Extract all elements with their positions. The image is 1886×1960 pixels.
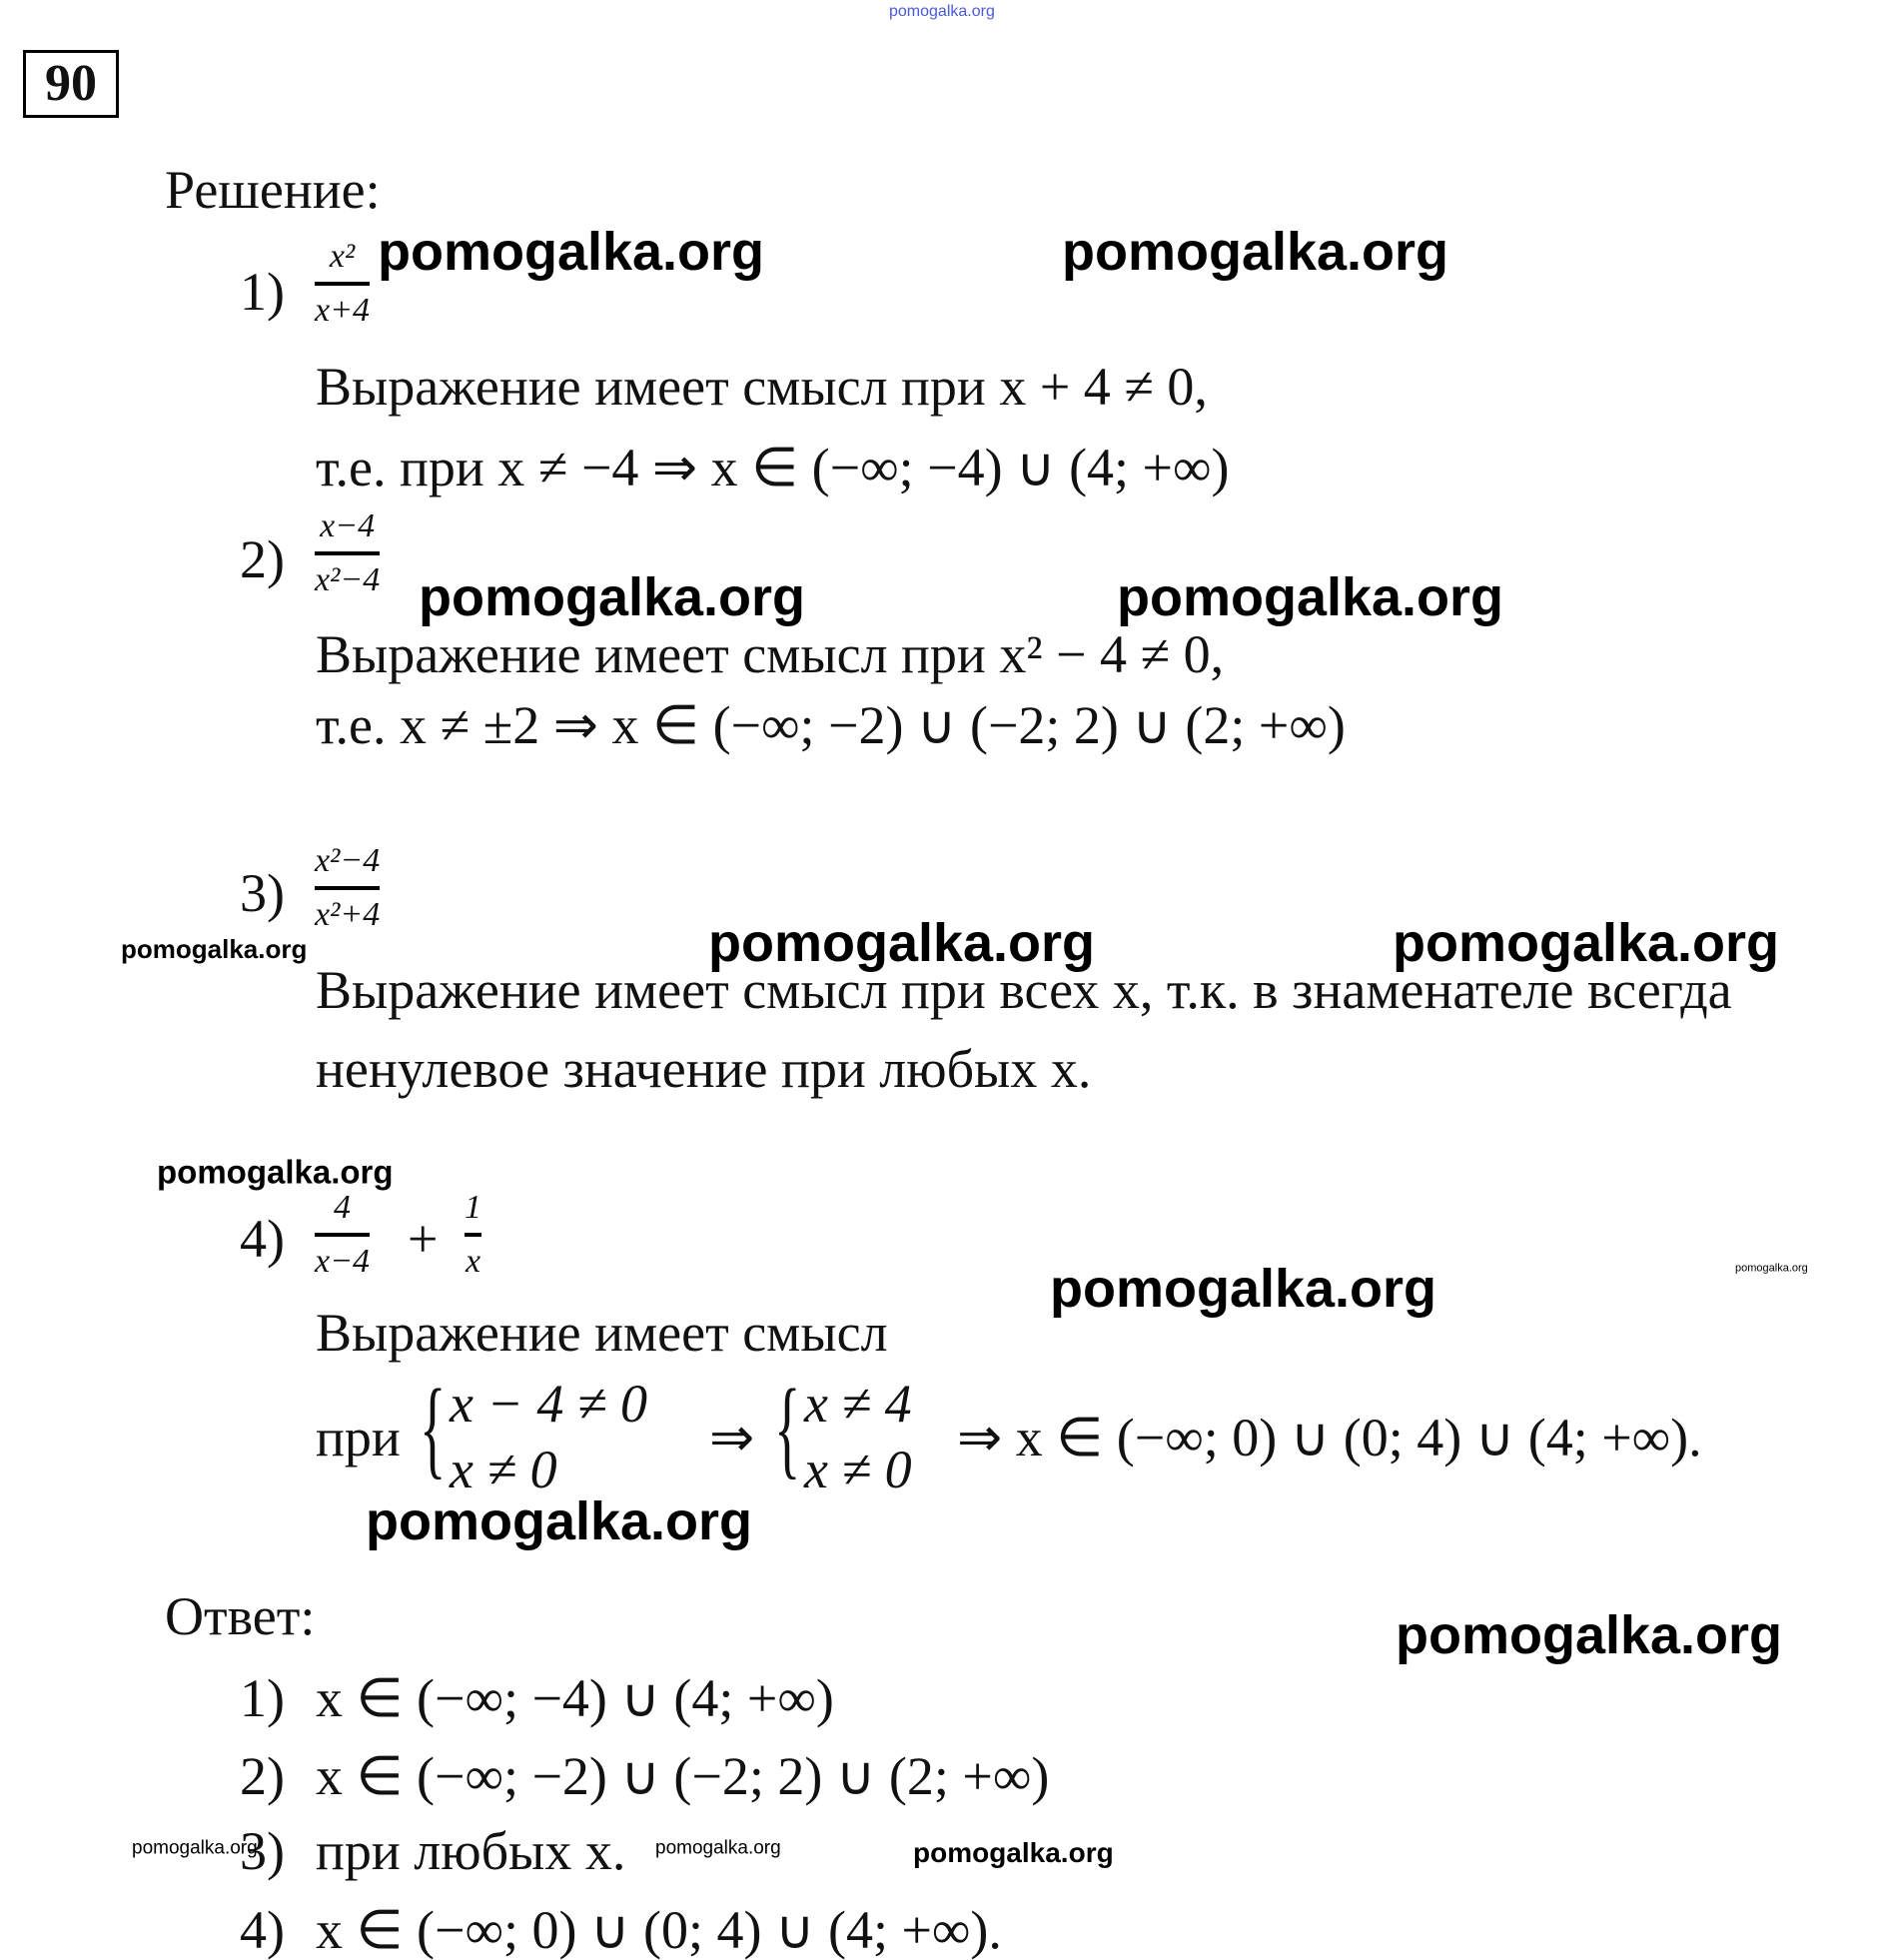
system-result: ⇒ x ∈ (−∞; 0) ∪ (0; 4) ∪ (4; +∞). [957, 1408, 1702, 1468]
item-3-line-2: ненулевое значение при любых x. [316, 1039, 1092, 1099]
numerator: x²−4 [315, 842, 381, 879]
numerator: x² [329, 238, 356, 275]
watermark: pomogalka.org [1117, 567, 1504, 627]
watermark: pomogalka.org [378, 222, 765, 282]
watermark: pomogalka.org [121, 934, 308, 964]
watermark: pomogalka.org [1396, 1605, 1783, 1665]
watermark: pomogalka.org [366, 1491, 753, 1551]
answer-2: x ∈ (−∞; −2) ∪ (−2; 2) ∪ (2; +∞) [316, 1746, 1050, 1806]
watermark: pomogalka.org [1735, 1262, 1808, 1275]
system-prefix: при [316, 1408, 401, 1468]
item-1-line-2: т.е. при x ≠ −4 ⇒ x ∈ (−∞; −4) ∪ (4; +∞) [316, 438, 1230, 497]
denominator: x²+4 [315, 896, 381, 933]
item-3-fraction [315, 844, 380, 932]
watermark: pomogalka.org [1393, 913, 1780, 973]
denominator: x−4 [315, 1243, 371, 1280]
plus-sign: + [408, 1209, 439, 1269]
answer-3-number: 3) [240, 1821, 285, 1881]
watermark-top: pomogalka.org [889, 3, 995, 20]
item-3-line-1: Выражение имеет смысл при всех x, т.к. в знаменателе всегда [316, 960, 1732, 1020]
system-1-row-2: x ≠ 0 [450, 1440, 557, 1499]
item-4-number: 4) [240, 1209, 285, 1269]
item-2-number: 2) [240, 529, 285, 589]
item-2-fraction [315, 509, 380, 597]
item-2-line-2: т.е. x ≠ ±2 ⇒ x ∈ (−∞; −2) ∪ (−2; 2) ∪ (2; +∞) [316, 695, 1346, 755]
watermark: pomogalka.org [913, 1837, 1114, 1868]
answer-label: Ответ: [165, 1586, 316, 1646]
system-1-row-1: x − 4 ≠ 0 [450, 1374, 648, 1434]
brace-icon: { [774, 1367, 801, 1488]
answer-1: x ∈ (−∞; −4) ∪ (4; +∞) [316, 1668, 834, 1728]
watermark: pomogalka.org [655, 1837, 781, 1859]
watermark: pomogalka.org [1062, 222, 1449, 282]
answer-3: при любых x. [316, 1821, 626, 1881]
denominator: x+4 [315, 292, 371, 329]
solution-label: Решение: [165, 160, 381, 220]
system-2-row-1: x ≠ 4 [804, 1374, 912, 1434]
numerator: 4 [334, 1189, 352, 1226]
system-arrow: ⇒ [709, 1408, 755, 1468]
watermark: pomogalka.org [419, 567, 806, 627]
watermark: pomogalka.org [1050, 1259, 1437, 1319]
problem-number: 90 [23, 50, 119, 118]
item-4-fraction-1 [315, 1191, 370, 1279]
watermark: pomogalka.org [132, 1837, 258, 1859]
denominator: x²−4 [315, 561, 381, 598]
numerator: x−4 [320, 507, 376, 544]
item-1-line-1: Выражение имеет смысл при x + 4 ≠ 0, [316, 357, 1208, 417]
item-4-line-1: Выражение имеет смысл [316, 1303, 888, 1363]
brace-icon: { [420, 1367, 447, 1488]
answer-4-number: 4) [240, 1900, 285, 1960]
answer-1-number: 1) [240, 1668, 285, 1728]
denominator: x [465, 1243, 481, 1280]
item-1-number: 1) [240, 262, 285, 322]
item-4-fraction-2 [465, 1191, 481, 1279]
system-2-row-2: x ≠ 0 [804, 1440, 912, 1499]
watermark: pomogalka.org [157, 1153, 394, 1191]
item-3-number: 3) [240, 863, 285, 923]
numerator: 1 [465, 1189, 481, 1226]
watermark: pomogalka.org [708, 913, 1096, 973]
answer-2-number: 2) [240, 1746, 285, 1806]
item-2-line-1: Выражение имеет смысл при x² − 4 ≠ 0, [316, 624, 1225, 684]
answer-4: x ∈ (−∞; 0) ∪ (0; 4) ∪ (4; +∞). [316, 1900, 1002, 1960]
item-1-fraction [315, 240, 370, 328]
